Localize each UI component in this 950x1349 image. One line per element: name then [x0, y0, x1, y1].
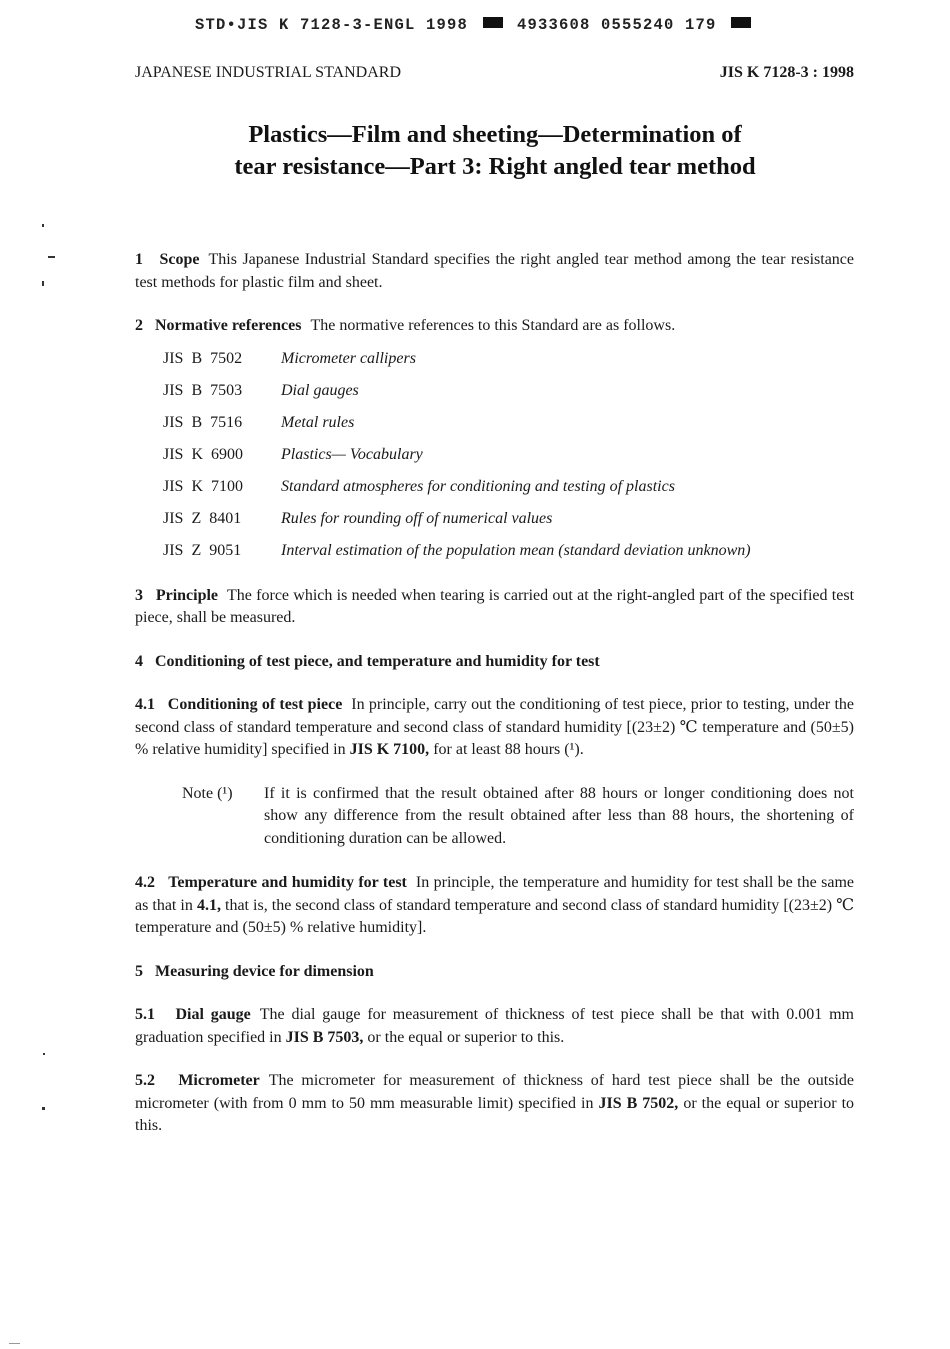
section-text: The normative references to this Standard are as follows.	[310, 317, 676, 334]
section-1-scope	[135, 249, 854, 294]
reference-list	[163, 348, 854, 564]
scan-speck	[42, 1107, 45, 1110]
section-text: for at least 88 hours (¹).	[433, 741, 584, 758]
scan-speck	[42, 224, 44, 227]
reference-title: Dial gauges	[281, 381, 359, 399]
section-number: 4.2	[135, 874, 155, 891]
section-text: This Japanese Industrial Standard specifies the right angled tear method among the tear resistance test methods for plastic film and sheet.	[135, 251, 854, 291]
scan-speck	[42, 281, 44, 286]
section-heading: Principle	[155, 586, 219, 604]
document-id-code-left: STD•JIS K 7128-3-ENGL 1998	[194, 16, 468, 34]
reference-title: Plastics— Vocabulary	[281, 445, 423, 463]
footnote-1	[182, 783, 854, 851]
document-id-code	[0, 14, 950, 37]
reference-item	[163, 444, 854, 476]
scan-speck	[9, 1343, 20, 1344]
reference-title: Micrometer callipers	[281, 349, 416, 367]
section-number: 1	[135, 251, 143, 268]
section-number: 5.1	[135, 1006, 155, 1023]
section-paragraph	[135, 249, 854, 294]
section-5-1-dial-gauge	[135, 1004, 854, 1049]
section-number: 4	[135, 652, 143, 670]
section-text: The force which is needed when tearing is carried out at the right-angled part of the specified test piece, shall be measured.	[135, 586, 855, 626]
section-4-1-conditioning-of-test-piece	[135, 694, 854, 762]
section-5-2-micrometer	[135, 1070, 854, 1138]
section-heading: Micrometer	[178, 1072, 260, 1089]
reference-code: JIS B 7502	[163, 349, 243, 367]
section-paragraph	[135, 694, 854, 762]
reference-code: JIS K 6900	[163, 445, 244, 463]
standard-reference: JIS B 7502,	[598, 1094, 679, 1112]
section-number: 4.1	[135, 696, 155, 713]
reference-code: JIS B 7503	[163, 381, 243, 399]
reference-code: JIS Z 8401	[163, 509, 242, 527]
section-heading: Conditioning of test piece, and temperature and humidity for test	[155, 652, 600, 670]
footnote-text: If it is confirmed that the result obtained after 88 hours or longer conditioning does not show any difference from the result obtained after less than 88 hours, the shortening of conditioning duration can be allowed.	[264, 784, 854, 847]
reference-code: JIS B 7516	[163, 413, 243, 431]
header-standard-name: JAPANESE INDUSTRIAL STANDARD	[135, 64, 401, 81]
document-id-code-right: 4933608 0555240 179	[517, 16, 717, 34]
document-title-line-1: Plastics—Film and sheeting—Determination of	[248, 121, 742, 148]
reference-item	[163, 508, 854, 540]
scan-speck	[48, 256, 55, 258]
reference-item	[163, 412, 854, 444]
section-paragraph	[135, 872, 854, 940]
section-paragraph	[135, 585, 854, 630]
reference-title: Standard atmospheres for conditioning and testing of plastics	[281, 477, 675, 495]
standard-reference: JIS K 7100,	[349, 741, 430, 758]
reference-item	[163, 540, 854, 564]
section-paragraph	[135, 315, 854, 338]
section-heading: Temperature and humidity for test	[168, 874, 407, 891]
document-title-line-2: tear resistance—Part 3: Right angled tear method	[234, 153, 756, 180]
section-text: The dial gauge for measurement of thickness of test piece shall be that with 0.001 mm graduation specified in	[135, 1006, 855, 1046]
section-heading: Scope	[159, 251, 200, 268]
reference-code: JIS Z 9051	[163, 541, 242, 559]
reference-title: Metal rules	[281, 413, 355, 431]
section-text: or the equal or superior to this.	[135, 1094, 855, 1134]
section-number: 2	[135, 317, 143, 334]
section-text: that is, the second class of standard temperature and second class of standard humidity [(23±2) ℃ temperature and (50±5) % relative humidity].	[135, 896, 855, 936]
section-5-measuring-device	[135, 961, 854, 984]
section-4-conditioning	[135, 651, 854, 674]
reference-code: JIS K 7100	[163, 477, 244, 495]
section-paragraph	[135, 1004, 854, 1049]
section-heading: Normative references	[155, 317, 302, 334]
barcode-block-left	[483, 17, 503, 28]
section-4-2-temperature-and-humidity	[135, 872, 854, 940]
section-text: The micrometer for measurement of thickness of hard test piece shall be the outside micrometer (with from 0 mm to 50 mm measurable limit) specified in	[135, 1072, 854, 1112]
header-standard-number: JIS K 7128-3 : 1998	[719, 64, 854, 81]
section-paragraph	[135, 1070, 854, 1138]
scan-speck	[43, 1053, 45, 1055]
footnote-label: Note (¹)	[182, 784, 233, 802]
reference-title: Interval estimation of the population mean (standard deviation unknown)	[281, 541, 751, 559]
reference-title: Rules for rounding off of numerical values	[281, 509, 553, 527]
reference-item	[163, 476, 854, 508]
section-number: 5	[135, 962, 143, 980]
document-title	[135, 119, 855, 183]
section-number: 5.2	[135, 1072, 155, 1089]
section-2-normative-references	[135, 315, 854, 564]
section-heading: Dial gauge	[175, 1006, 251, 1023]
section-text: or the equal or superior to this.	[367, 1028, 565, 1046]
section-number: 3	[135, 586, 143, 604]
section-reference: 4.1,	[196, 896, 221, 914]
reference-item	[163, 348, 854, 380]
section-heading: Measuring device for dimension	[155, 962, 374, 980]
reference-item	[163, 380, 854, 412]
section-3-principle	[135, 585, 854, 630]
section-text: In principle, the temperature and humidity for test shall be the same as that in	[135, 874, 854, 914]
section-heading: Conditioning of test piece	[167, 696, 343, 713]
standard-reference: JIS B 7503,	[285, 1028, 364, 1046]
barcode-block-right	[731, 17, 751, 28]
section-text: In principle, carry out the conditioning of test piece, prior to testing, under the second class of standard temperature and second class of standard humidity [(23±2) ℃ temperature and (50±5) % relative humidity] specified in	[135, 696, 854, 758]
document-body	[135, 249, 854, 1159]
